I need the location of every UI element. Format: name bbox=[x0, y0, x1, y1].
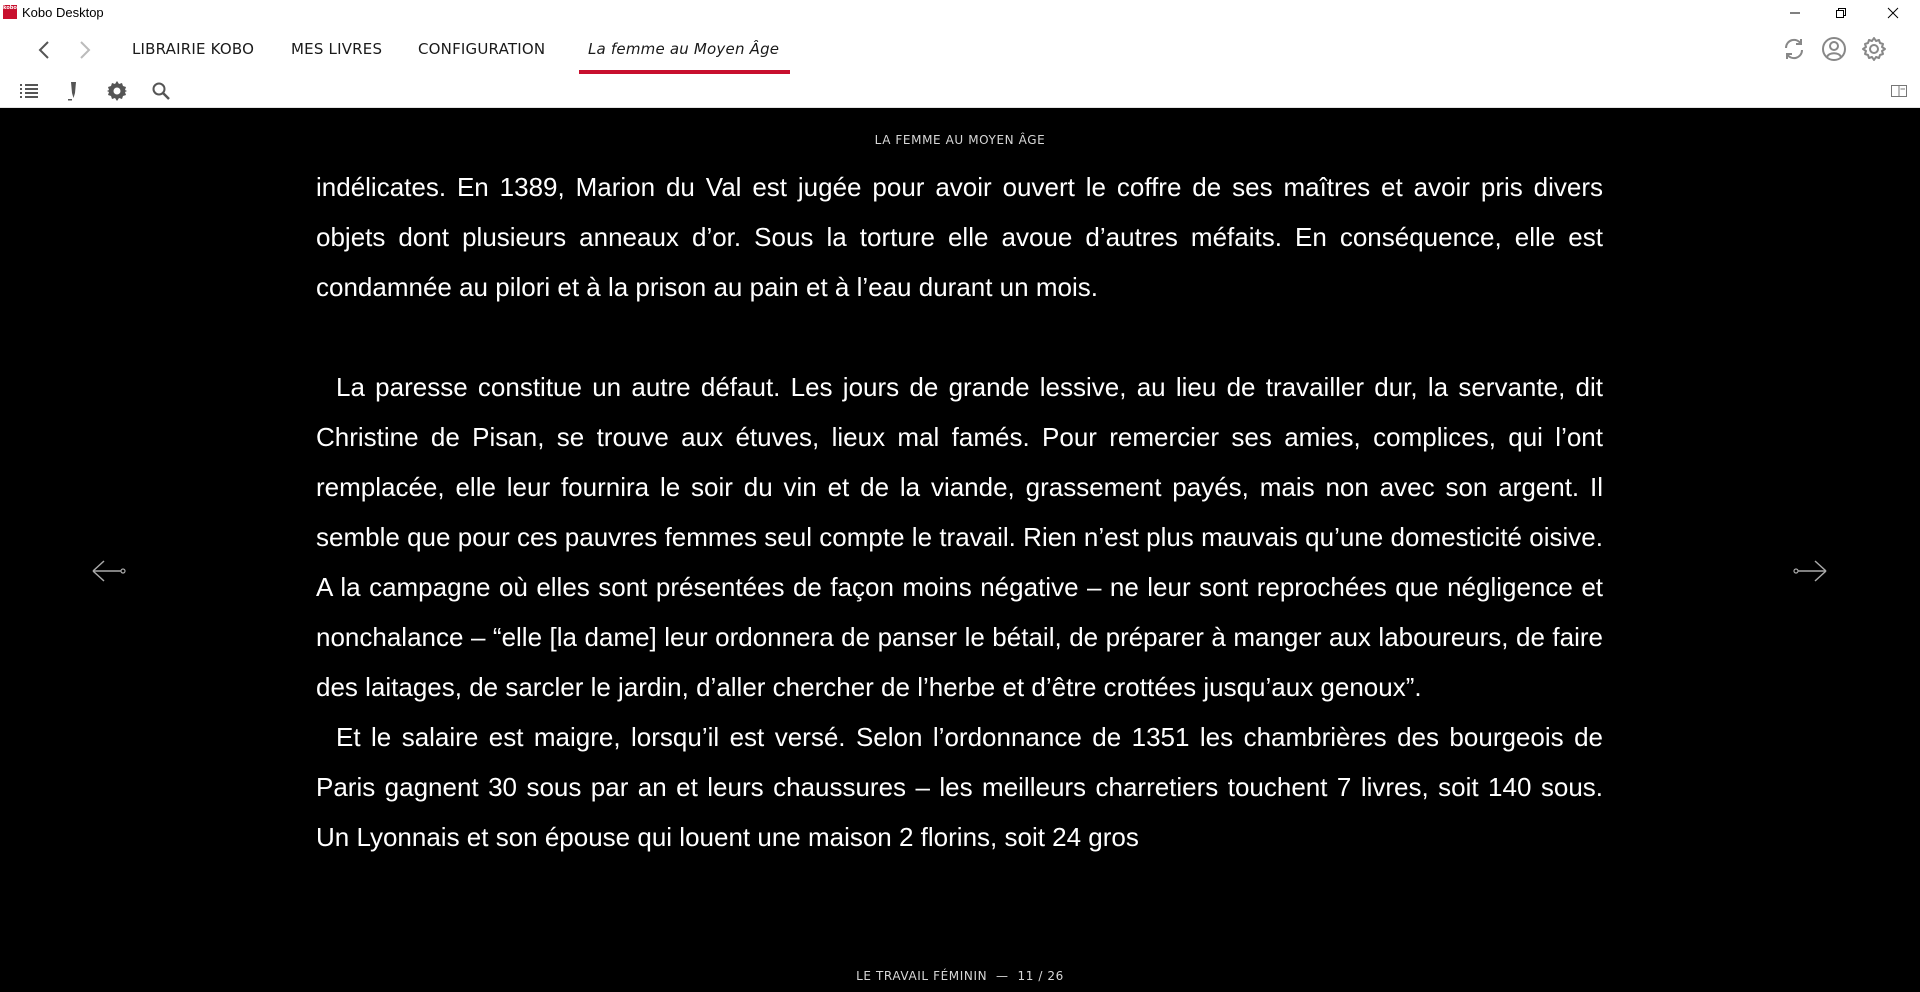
page-footer bbox=[0, 969, 1920, 983]
reader-toolbar bbox=[0, 74, 1920, 108]
tab-librairie-kobo[interactable]: LIBRAIRIE KOBO bbox=[132, 40, 255, 58]
page-content bbox=[316, 162, 1603, 862]
reading-area[interactable] bbox=[0, 108, 1920, 992]
layout-button[interactable] bbox=[1887, 80, 1911, 102]
chapter-title: LE TRAVAIL FÉMININ bbox=[856, 969, 988, 983]
annotations-icon bbox=[65, 81, 81, 101]
chevron-left-icon bbox=[37, 40, 51, 60]
footer-separator: — bbox=[996, 969, 1009, 983]
reading-settings-icon bbox=[106, 80, 128, 102]
paragraph: Et le salaire est maigre, lorsqu’il est versé. Selon l’ordonnance de 1351 les chambrières des bourgeois de Paris gagnent 30 sous par an et leurs chaussures – les meilleurs charretiers touchent 7 livres, soit 140 sous. Un Lyonnais et son épouse qui louent une maison 2 florins, soit 24 gros bbox=[316, 722, 1603, 852]
sync-icon bbox=[1781, 36, 1807, 62]
restore-button[interactable] bbox=[1818, 0, 1864, 26]
arrow-right-icon bbox=[1791, 556, 1831, 586]
kobo-logo-text: kobo bbox=[3, 5, 17, 11]
tab-current-book[interactable]: La femme au Moyen Âge bbox=[588, 40, 780, 58]
forward-button[interactable] bbox=[71, 36, 99, 64]
layout-icon bbox=[1890, 83, 1908, 99]
minimize-button[interactable] bbox=[1772, 0, 1818, 26]
sync-button[interactable] bbox=[1779, 34, 1809, 64]
book-title-header: LA FEMME AU MOYEN ÂGE bbox=[874, 133, 1046, 147]
chevron-right-icon bbox=[78, 40, 92, 60]
table-of-contents-icon bbox=[19, 82, 39, 100]
restore-icon bbox=[1835, 7, 1847, 19]
previous-page-button[interactable] bbox=[88, 556, 128, 586]
search-button[interactable] bbox=[149, 80, 173, 102]
paragraph: indélicates. En 1389, Marion du Val est jugée pour avoir ouvert le coffre de ses maîtres et avoir pris divers objets dont plusieurs anneaux d’or. Sous la torture elle avoue d’autres méfaits. En conséquence, elle est condamnée au pilori et à la prison au pain et à l’eau durant un mois. bbox=[316, 172, 1603, 302]
account-button[interactable] bbox=[1819, 34, 1849, 64]
gear-icon bbox=[1861, 36, 1887, 62]
main-navigation bbox=[0, 26, 1920, 74]
back-button[interactable] bbox=[30, 36, 58, 64]
tab-configuration[interactable]: CONFIGURATION bbox=[418, 40, 546, 58]
settings-button[interactable] bbox=[1859, 34, 1889, 64]
arrow-left-icon bbox=[88, 556, 128, 586]
annotations-button[interactable] bbox=[61, 80, 85, 102]
kobo-logo-icon bbox=[3, 5, 17, 19]
close-button[interactable] bbox=[1870, 0, 1916, 26]
title-bar bbox=[0, 0, 1920, 26]
tab-mes-livres[interactable]: MES LIVRES bbox=[291, 40, 383, 58]
table-of-contents-button[interactable] bbox=[17, 80, 41, 102]
reading-settings-button[interactable] bbox=[105, 80, 129, 102]
account-icon bbox=[1821, 36, 1847, 62]
next-page-button[interactable] bbox=[1791, 556, 1831, 586]
close-icon bbox=[1887, 7, 1899, 19]
minimize-icon bbox=[1789, 7, 1801, 19]
page-indicator: 11 / 26 bbox=[1017, 969, 1064, 983]
window-title: Kobo Desktop bbox=[22, 5, 104, 20]
search-icon bbox=[151, 81, 171, 101]
paragraph: La paresse constitue un autre défaut. Les jours de grande lessive, au lieu de travailler dur, la servante, dit Christine de Pisan, se trouve aux étuves, lieux mal famés. Pour remercier ses amies, complices, qui l’ont remplacée, elle leur fournira le soir du vin et de la viande, grassement payés, mais non avec son argent. Il semble que pour ces pauvres femmes seul compte le travail. Rien n’est plus mauvais qu’une domesticité oisive. A la campagne où elles sont présentées de façon moins négative – ne leur sont reprochées que négligence et nonchalance – “elle [la dame] leur ordonnera de panser le bétail, de préparer à manger aux laboureurs, de faire des laitages, de sarcler le jardin, d’aller chercher de l’herbe et d’être crottées jusqu’aux genoux”. bbox=[316, 372, 1603, 702]
